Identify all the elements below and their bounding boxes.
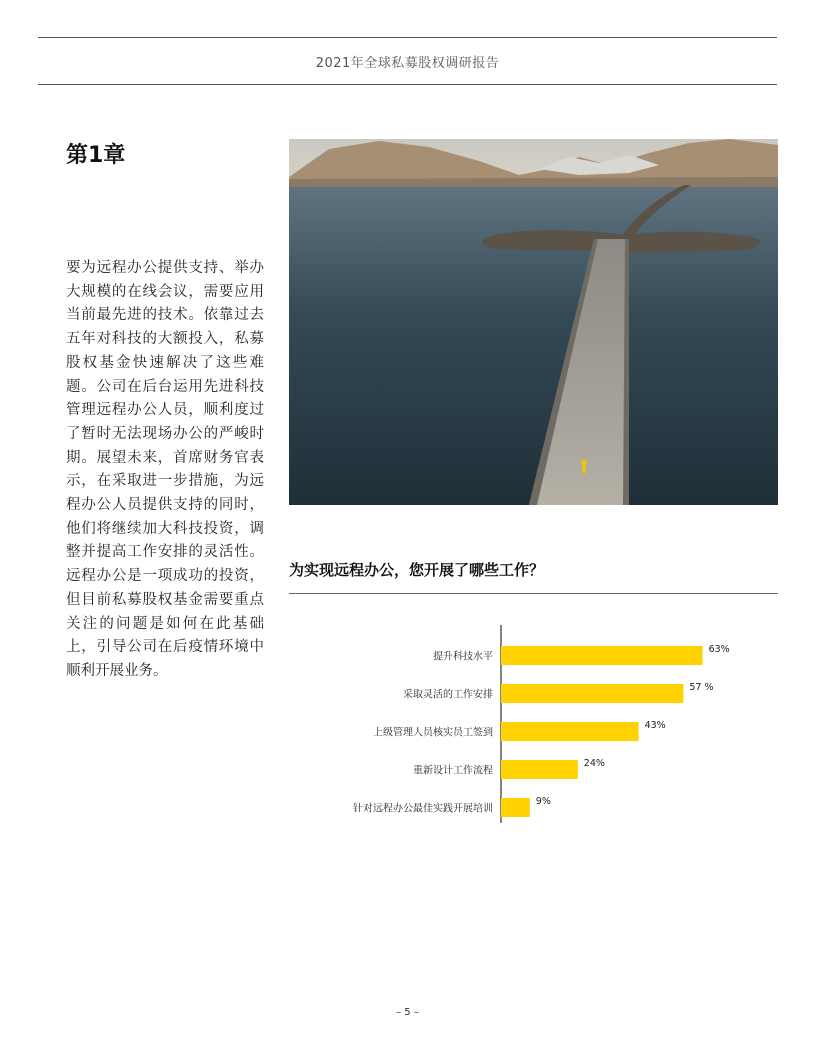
remote-work-bar-chart bbox=[289, 625, 778, 840]
bar bbox=[501, 646, 703, 665]
chart-svg bbox=[289, 625, 778, 840]
chart-question-title: 为实现远程办公，您开展了哪些工作？ bbox=[289, 561, 545, 579]
bar bbox=[501, 722, 639, 741]
bar-value-label: 43% bbox=[644, 720, 666, 731]
page-number: – 5 – bbox=[396, 1007, 419, 1018]
bar bbox=[501, 798, 530, 817]
chapter-heading: 第1章 bbox=[66, 143, 126, 168]
bar bbox=[501, 760, 578, 779]
bar bbox=[501, 684, 683, 703]
bar-value-label: 24% bbox=[583, 758, 605, 769]
body-paragraph: 要为远程办公提供支持、举办大规模的在线会议，需要应用当前最先进的技术。依靠过去五年对科技的大额投入，私募股权基金快速解决了这些难题。公司在后台运用先进科技管理远程办公人员，顺利度过了暂时无法现场办公的严峻时期。展望未来，首席财务官表示，在采取进一步措施，为远程办公人员提供支持的同时，他们将继续加大科技投资，调整并提高工作安排的灵活性。远程办公是一项成功的投资，但目前私募股权基金需要重点关注的问题是如何在此基础上，引导公司在后疫情环境中顺利开展业务。 bbox=[66, 260, 264, 679]
person-body-shape bbox=[582, 465, 586, 473]
category-label: 上级管理人员核实员工签到 bbox=[373, 727, 493, 739]
category-label: 采取灵活的工作安排 bbox=[403, 689, 493, 701]
bridge-over-water-photo bbox=[289, 139, 778, 505]
person-figure-shape bbox=[581, 459, 587, 465]
bar-value-label: 9% bbox=[535, 796, 551, 807]
header-bottom-rule bbox=[38, 84, 777, 85]
bar-value-label: 57 % bbox=[689, 682, 714, 693]
category-label: 重新设计工作流程 bbox=[413, 765, 493, 777]
header-top-rule bbox=[38, 37, 777, 38]
report-title: 2021年全球私募股权调研报告 bbox=[315, 56, 500, 71]
bar-value-label: 63% bbox=[708, 644, 730, 655]
category-label: 针对远程办公最佳实践开展培训 bbox=[353, 803, 493, 815]
chart-title-rule bbox=[289, 593, 778, 594]
category-label: 提升科技水平 bbox=[433, 651, 493, 663]
